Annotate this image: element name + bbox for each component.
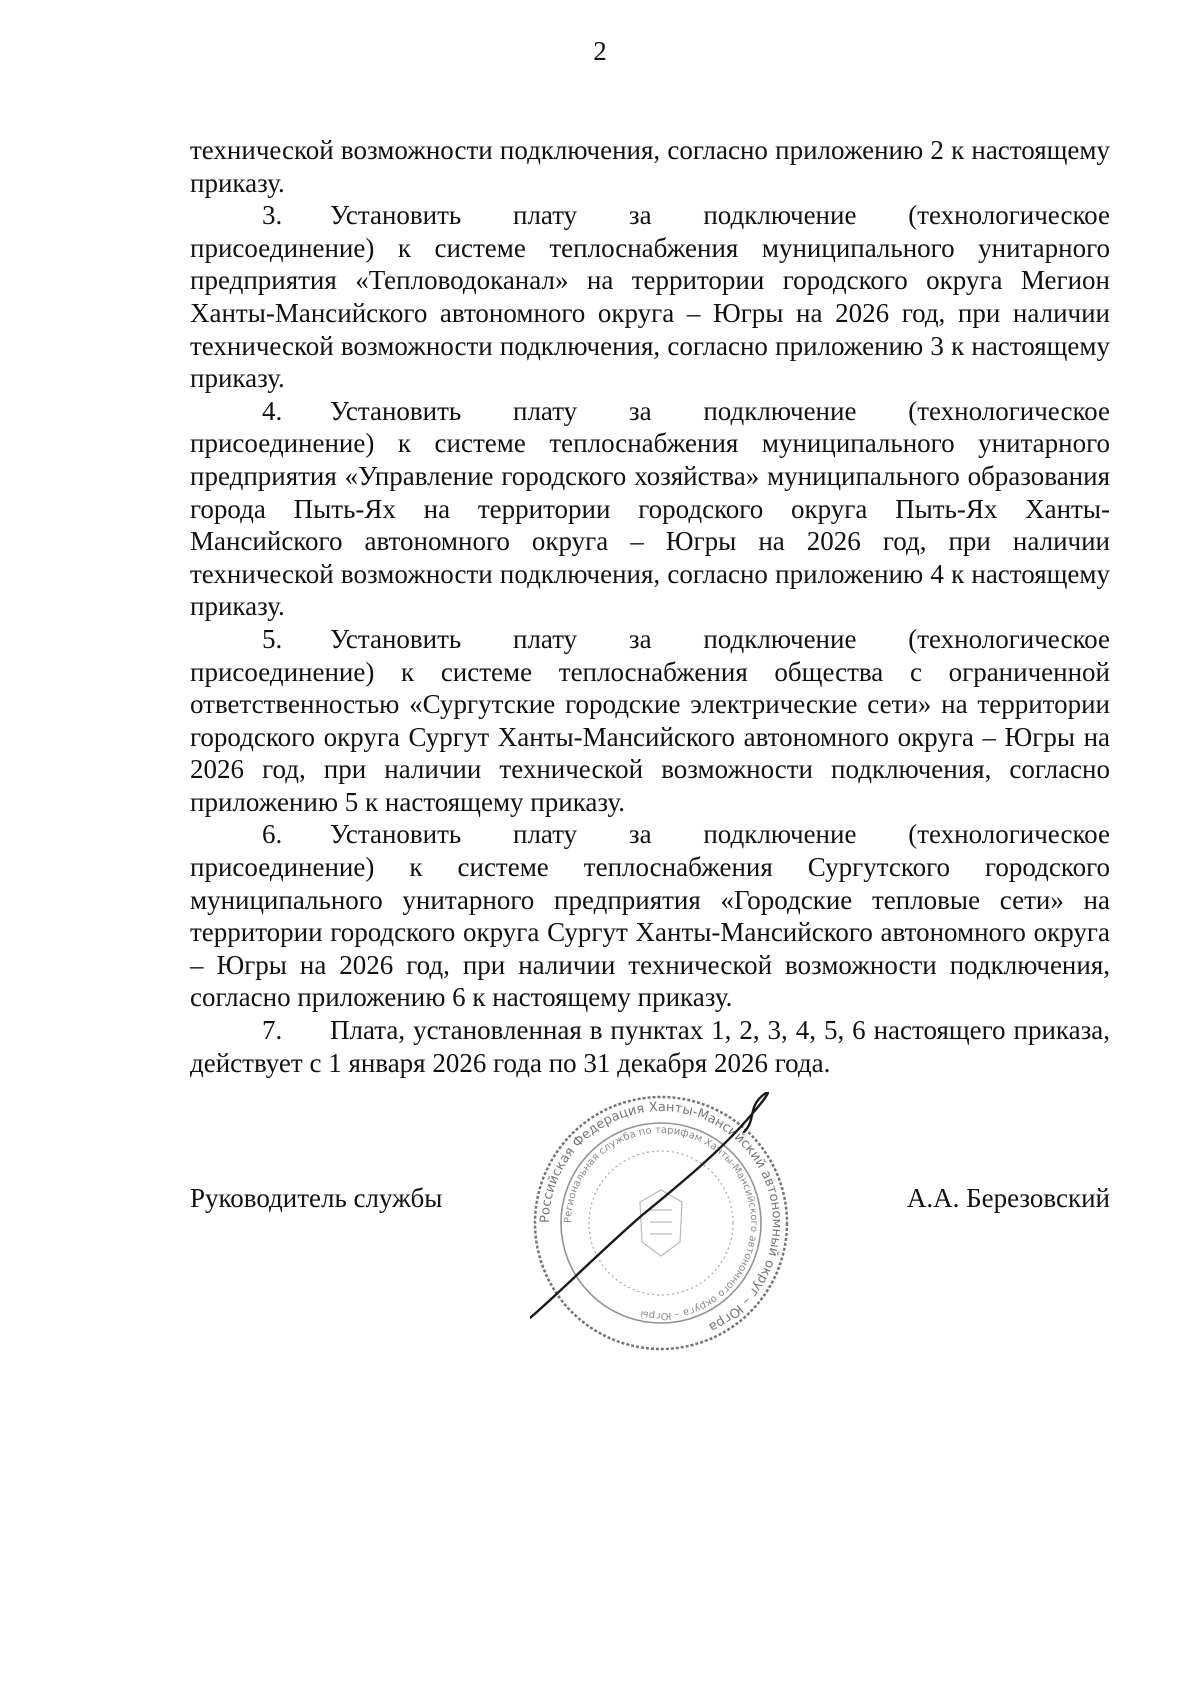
paragraph-number: 4. [262, 395, 283, 426]
paragraph-item-7 [190, 1014, 1110, 1079]
paragraph-number: 7. [262, 1015, 283, 1046]
seal-outer-text: Российская Федерация Ханты-Мансийский автономный округ – Югра [537, 1099, 785, 1335]
paragraph-text: Плата, установленная в пунктах 1, 2, 3, 4, 5, 6 настоящего приказа, действует с 1 января 2026 года по 31 декабря 2026 года. [190, 1015, 1110, 1078]
paragraph-continuation [190, 134, 1110, 199]
paragraph-number: 5. [262, 623, 283, 654]
paragraph-text: Установить плату за подключение (технологическое присоединение) к системе теплоснабжения муниципального унитарного предприятия «Управление городского хозяйства» муниципального образования города Пыть-Ях на территории городского округа Пыть-Ях Ханты-Мансийского автономного округа – Югры на 2026 год, при наличии технической возможности подключения, согласно приложению 4 к настоящему приказу. [190, 395, 1110, 622]
page-number: 2 [593, 36, 607, 66]
paragraph-text: Установить плату за подключение (технологическое присоединение) к системе теплоснабжения муниципального унитарного предприятия «Тепловодоканал» на территории городского округа Мегион Ханты-Мансийского автономного округа – Югры на 2026 год, при наличии технической возможности подключения, согласно приложению 3 к настоящему приказу. [190, 200, 1110, 394]
paragraph-number: 3. [262, 200, 283, 231]
document-body [190, 134, 1110, 1079]
signatory-title: Руководитель службы [190, 1183, 443, 1213]
paragraph-text: Установить плату за подключение (технологическое присоединение) к системе теплоснабжения Сургутского городского муниципального унитарного предприятия «Городские тепловые сети» на территории городского округа Сургут Ханты-Мансийского автономного округа – Югры на 2026 год, при наличии технической возможности подключения, согласно приложению 6 к настоящему приказу. [190, 819, 1110, 1013]
seal-inner-text: Региональная служба по тарифам Ханты-Мансийского автономного округа – Югры [562, 1124, 760, 1322]
paragraph-item-3 [190, 199, 1110, 395]
paragraph-text: технической возможности подключения, согласно приложению 2 к настоящему приказу. [190, 135, 1110, 198]
paragraph-item-6 [190, 818, 1110, 1014]
paragraph-number: 6. [262, 819, 283, 850]
paragraph-item-5 [190, 623, 1110, 819]
signatory-name: А.А. Березовский [906, 1183, 1110, 1213]
official-seal [530, 1092, 792, 1354]
seal-inner-ring [589, 1151, 733, 1295]
paragraph-item-4 [190, 395, 1110, 623]
seal-middle-ring [561, 1123, 761, 1323]
paragraph-text: Установить плату за подключение (технологическое присоединение) к системе теплоснабжения общества с ограниченной ответственностью «Сургутские городские электрические сети» на территории городского округа Сургут Ханты-Мансийского автономного округа – Югры на 2026 год, при наличии технической возможности подключения, согласно приложению 5 к настоящему приказу. [190, 623, 1110, 817]
